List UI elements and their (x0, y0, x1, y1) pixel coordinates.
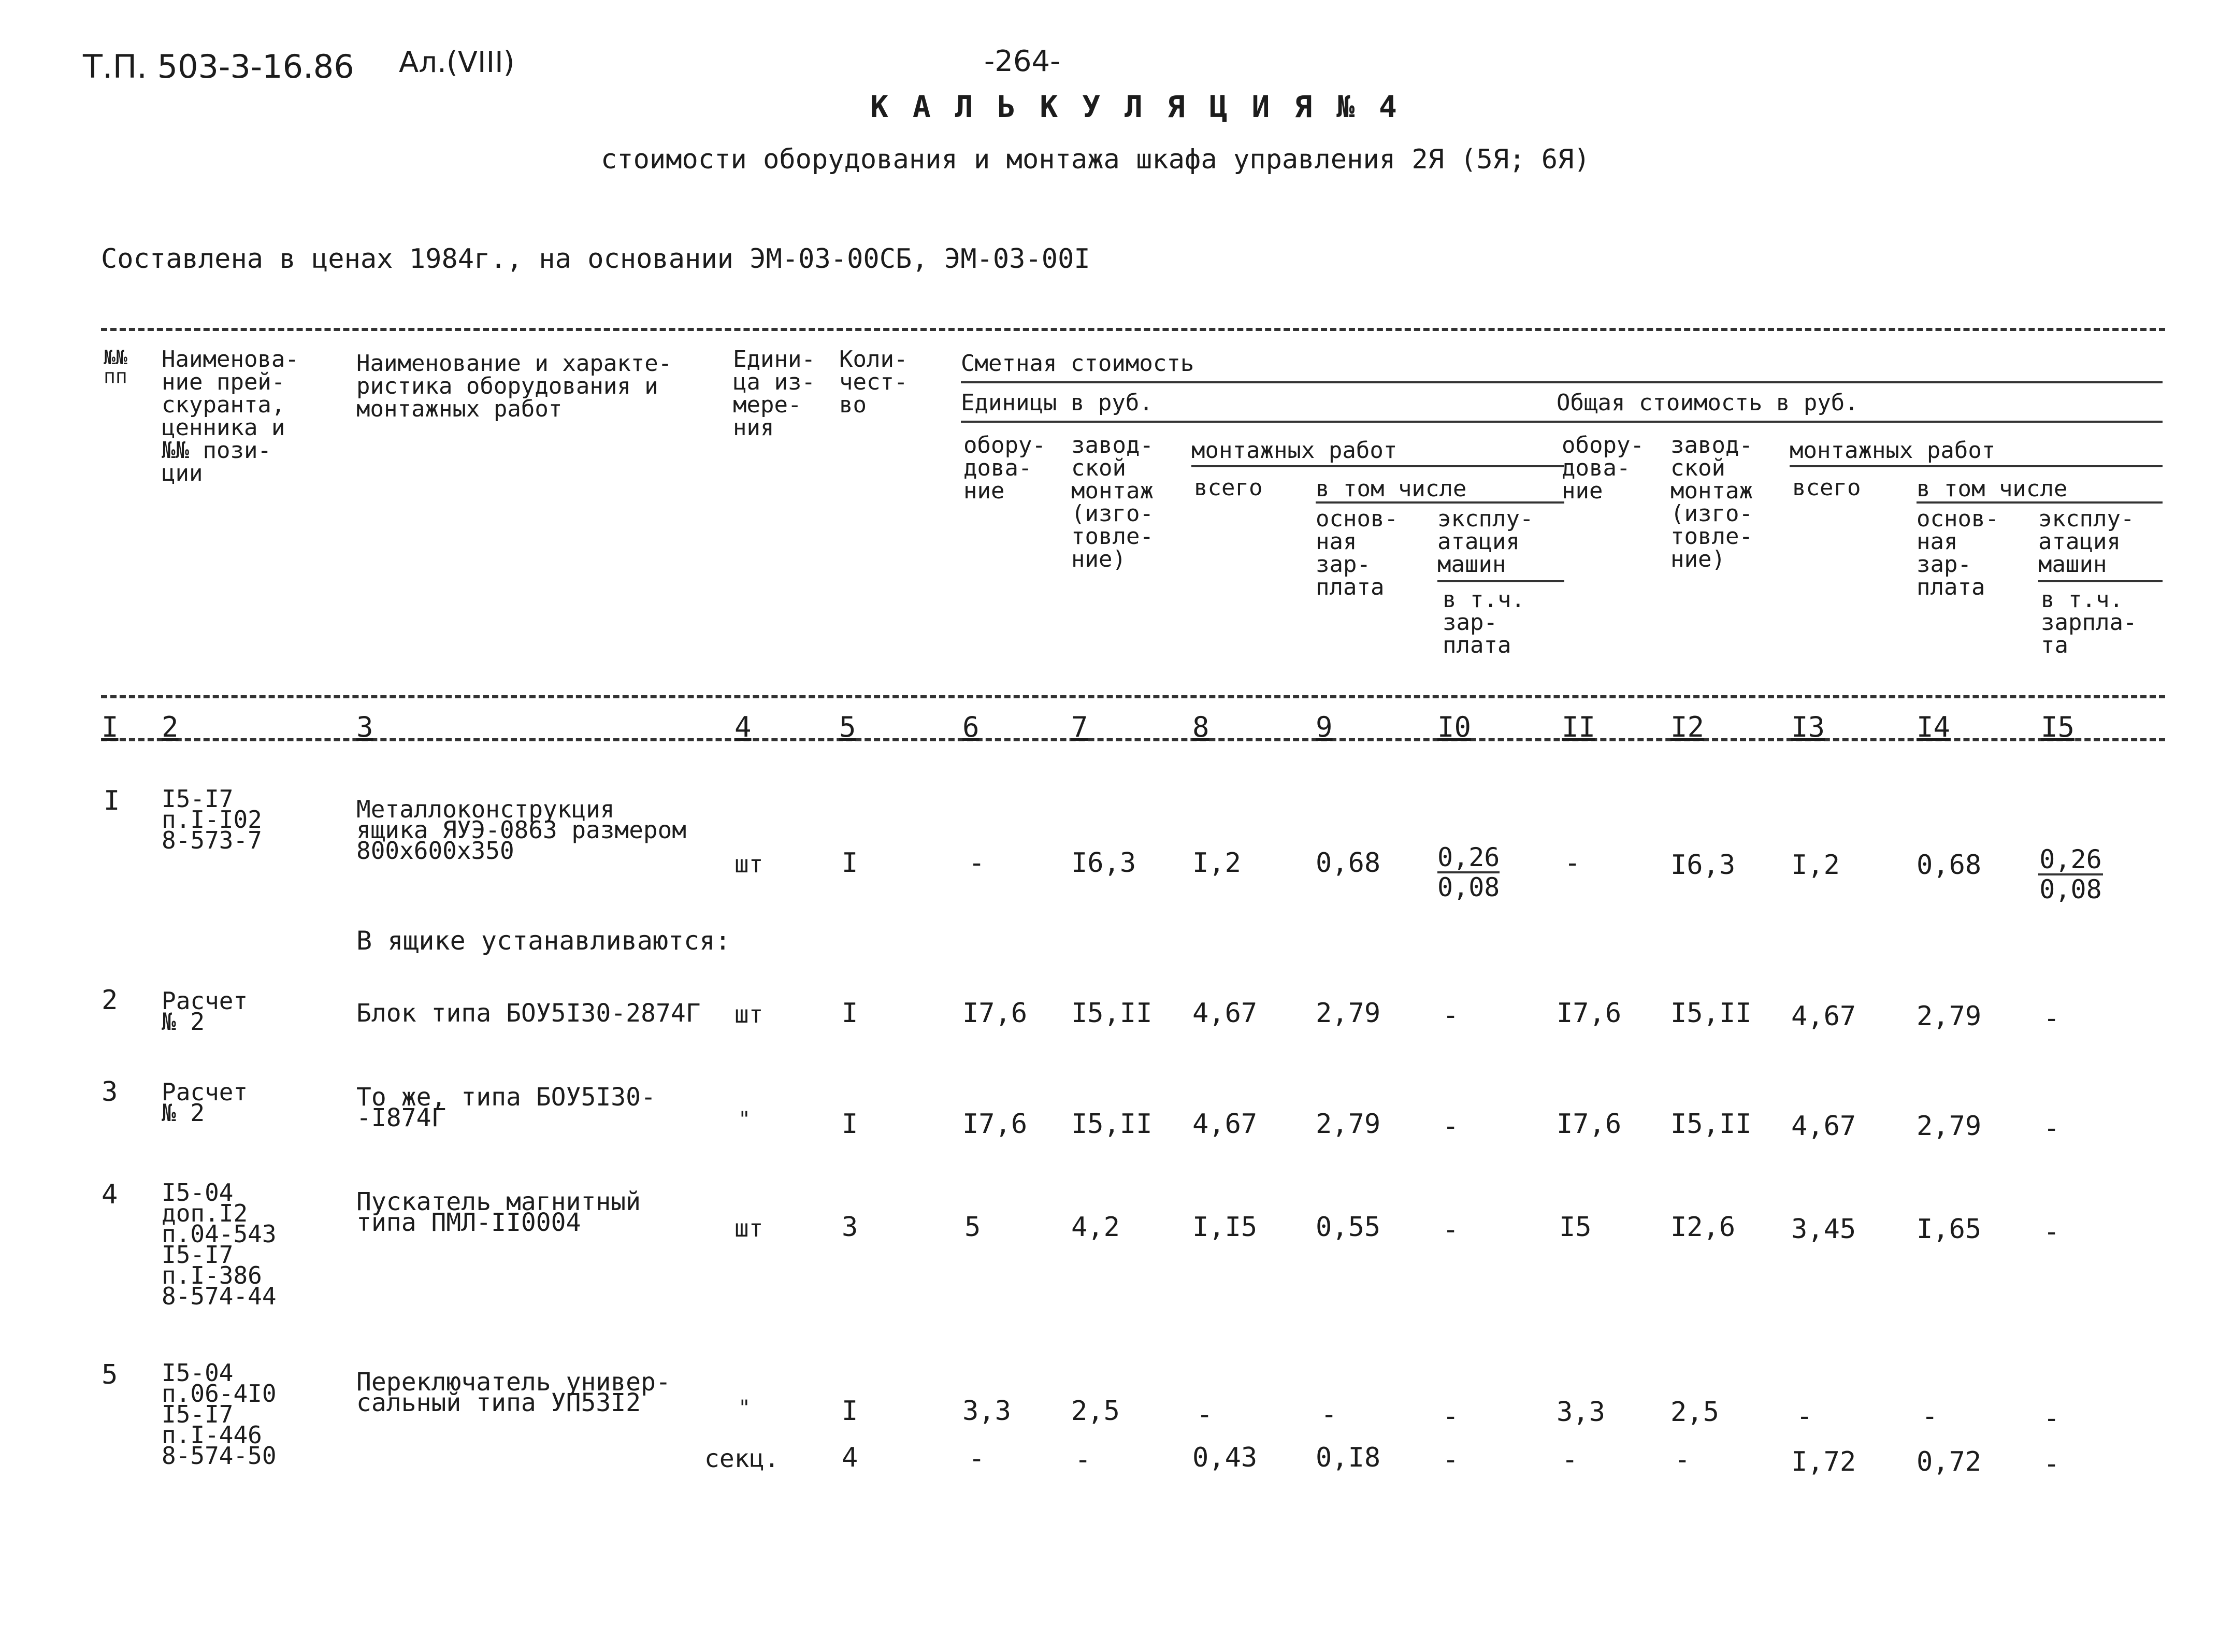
row-unit-equipment: 3,3 (962, 1396, 1011, 1427)
col-number-3: 3 (356, 711, 373, 743)
header-col-unit: Едини- ца из- мере- ния (733, 346, 815, 441)
header-top-rule (101, 328, 2165, 331)
row-unit-factory: 4,2 (1071, 1212, 1120, 1243)
row-unit-salary: 2,79 (1316, 1109, 1381, 1140)
total-mounting-rule (1790, 465, 2163, 467)
row-unit: " (738, 1396, 751, 1420)
row-total-salary: - (1922, 1401, 1938, 1432)
header-col-number: №№ пп (104, 346, 127, 387)
row-total-machines: - (2043, 1113, 2060, 1144)
row-unit-salary: 0,55 (1316, 1212, 1381, 1243)
header-unit-equipment: обору- дова- ние (963, 432, 1046, 504)
section-note: В ящике устанавливаются: (356, 926, 731, 956)
row-total-equipment: - (1562, 1444, 1578, 1475)
row-unit-machines: - (1443, 1444, 1459, 1475)
row-unit: шт (734, 850, 763, 878)
row-total-machines-salary: 0,08 (2039, 874, 2102, 904)
row-unit-factory: I5,II (1071, 1109, 1152, 1140)
estimate-rule (961, 381, 2163, 383)
row-total-factory: I6,3 (1670, 850, 1736, 881)
header-total-machines-salary: в т.ч. зарпла- та (2041, 586, 2137, 658)
col-number-5: 5 (839, 711, 856, 743)
col-number-15: I5 (2041, 711, 2075, 743)
row-total-equipment: I7,6 (1557, 998, 1622, 1029)
row-unit-factory: 2,5 (1071, 1396, 1120, 1427)
total-incl-rule (1917, 501, 2163, 504)
row-number: I (104, 785, 120, 816)
row-total-machines: - (2043, 1403, 2060, 1434)
row-unit-machines (1437, 843, 1500, 901)
row-unit-machines-value: 0,26 (1437, 842, 1500, 872)
row-item-name: То же, типа БОУ5I30- -I874Г (356, 1083, 656, 1132)
header-total-cost: Общая стоимость в руб. (1557, 390, 1859, 416)
header-total-salary: основ- ная зар- плата (1917, 506, 1999, 600)
row-unit-salary: 0,68 (1316, 847, 1381, 879)
row-total-machines: - (2043, 1448, 2060, 1479)
row-quantity: I (842, 1396, 858, 1427)
row-number: 5 (102, 1359, 118, 1390)
row-total-factory: I5,II (1670, 1109, 1752, 1140)
row-pricelist-ref: Расчет № 2 (162, 1078, 248, 1127)
row-unit: шт (734, 1000, 763, 1028)
row-total-mounting-all: I,72 (1791, 1446, 1856, 1477)
header-total-mounting: монтажных работ (1790, 437, 1996, 464)
total-machines-rule (2038, 580, 2163, 582)
col-number-7: 7 (1071, 711, 1088, 743)
row-quantity: I (842, 847, 858, 879)
col-number-4: 4 (734, 711, 752, 743)
unit-machines-rule (1437, 580, 1564, 582)
row-unit-machines: - (1443, 1000, 1459, 1031)
row-pricelist-ref: Расчет № 2 (162, 987, 248, 1036)
row-unit-salary: 2,79 (1316, 998, 1381, 1029)
row-total-machines (2038, 845, 2103, 903)
header-unit-all: всего (1194, 475, 1263, 501)
header-unit-incl: в том числе (1316, 476, 1467, 502)
row-quantity: 4 (842, 1442, 858, 1473)
row-number: 3 (102, 1076, 118, 1108)
row-unit: секц. (704, 1444, 780, 1473)
row-pricelist-ref: I5-04 доп.I2 п.04-543 I5-I7 п.I-386 8-574-44 (162, 1179, 277, 1310)
row-total-factory: I2,6 (1670, 1212, 1736, 1243)
row-total-salary: 0,72 (1917, 1446, 1982, 1477)
doc-code: Т.П. 503-3-16.86 (83, 48, 354, 85)
header-total-factory: завод- ской монтаж (изго- товле- ние) (1670, 432, 1753, 572)
header-col-quantity: Коли- чест- во (839, 346, 908, 418)
row-unit-machines: - (1443, 1401, 1459, 1432)
colnum-bottom-rule (101, 738, 2165, 741)
row-total-machines-value: 0,26 (2038, 845, 2103, 875)
page-title: К А Л Ь К У Л Я Ц И Я № 4 (870, 89, 1400, 124)
row-unit-mounting-all: - (1197, 1399, 1213, 1430)
col-number-13: I3 (1791, 711, 1825, 743)
album-number: Ал.(VIII) (399, 46, 515, 79)
row-unit-equipment: 5 (964, 1212, 981, 1243)
row-unit-factory: I5,II (1071, 998, 1152, 1029)
header-bottom-rule (101, 695, 2165, 698)
row-unit-factory: - (1075, 1444, 1091, 1475)
col-number-2: 2 (162, 711, 179, 743)
header-unit-salary: основ- ная зар- плата (1316, 506, 1398, 600)
row-unit-mounting-all: 4,67 (1192, 1109, 1258, 1140)
col-number-8: 8 (1192, 711, 1209, 743)
row-quantity: I (842, 1109, 858, 1140)
row-unit-machines-salary: 0,08 (1437, 872, 1500, 902)
header-col-pricelist: Наименова- ние прей- скуранта, ценника и №№ пози- ции (162, 346, 299, 486)
row-total-factory: - (1674, 1444, 1691, 1475)
col-number-14: I4 (1917, 711, 1951, 743)
row-item-name: Блок типа БОУ5I30-2874Г (356, 999, 701, 1028)
col-number-10: I0 (1437, 711, 1472, 743)
row-number: 4 (102, 1179, 118, 1210)
row-quantity: I (842, 998, 858, 1029)
row-pricelist-ref: I5-04 п.06-4I0 I5-I7 п.I-446 8-574-50 (162, 1359, 277, 1470)
row-unit-machines: - (1443, 1214, 1459, 1245)
row-total-mounting-all: 4,67 (1791, 1111, 1856, 1142)
row-unit-machines: - (1443, 1111, 1459, 1142)
cost-group-rule (961, 421, 2163, 423)
row-total-mounting-all: 3,45 (1791, 1214, 1856, 1245)
header-unit-factory: завод- ской монтаж (изго- товле- ние) (1071, 432, 1154, 572)
header-unit-machines-salary: в т.ч. зар- плата (1443, 586, 1525, 658)
row-unit-equipment: I7,6 (962, 1109, 1028, 1140)
row-unit-equipment: I7,6 (962, 998, 1028, 1029)
row-unit: " (738, 1108, 751, 1131)
col-number-1: I (102, 711, 119, 743)
row-total-salary: I,65 (1917, 1214, 1982, 1245)
header-total-incl: в том числе (1917, 476, 2068, 502)
row-unit-mounting-all: I,I5 (1192, 1212, 1258, 1243)
row-unit-equipment: - (969, 847, 985, 879)
row-total-mounting-all: - (1796, 1401, 1813, 1432)
row-total-machines: - (2043, 1003, 2060, 1034)
row-unit: шт (734, 1214, 763, 1242)
header-unit-mounting: монтажных работ (1191, 437, 1398, 464)
row-total-equipment: - (1564, 847, 1581, 879)
row-unit-mounting-all: I,2 (1192, 847, 1241, 879)
header-col-name: Наименование и характе- ристика оборудования и монтажных работ (356, 350, 672, 422)
row-total-equipment: I5 (1559, 1212, 1592, 1243)
row-pricelist-ref: I5-I7 п.I-I02 8-573-7 (162, 785, 262, 854)
header-total-all: всего (1792, 475, 1861, 501)
row-unit-factory: I6,3 (1071, 847, 1136, 879)
row-unit-salary: 0,I8 (1316, 1442, 1381, 1473)
row-item-name: Металлоконструкция ящика ЯУЭ-0863 размером 800х600х350 (356, 795, 686, 865)
header-estimate: Сметная стоимость (961, 350, 1194, 377)
col-number-6: 6 (962, 711, 979, 743)
header-total-equipment: обору- дова- ние (1562, 432, 1644, 504)
row-unit-salary: - (1321, 1399, 1337, 1430)
row-total-equipment: 3,3 (1557, 1397, 1605, 1428)
col-number-12: I2 (1670, 711, 1705, 743)
row-unit-equipment: - (969, 1443, 985, 1474)
page-number: -264- (984, 45, 1061, 78)
row-total-mounting-all: I,2 (1791, 850, 1840, 881)
row-total-mounting-all: 4,67 (1791, 1001, 1856, 1032)
row-total-salary: 2,79 (1917, 1111, 1982, 1142)
row-total-salary: 2,79 (1917, 1001, 1982, 1032)
page-subtitle: стоимости оборудования и монтажа шкафа управления 2Я (5Я; 6Я) (601, 144, 1590, 175)
basis-note: Составлена в ценах 1984г., на основании ЭМ-03-00СБ, ЭМ-03-00I (101, 243, 1090, 275)
row-item-name: Пускатель магнитный типа ПМЛ-II0004 (356, 1187, 641, 1237)
row-item-name: Переключатель универ- сальный типа УП53I2 (356, 1368, 671, 1417)
col-number-9: 9 (1316, 711, 1333, 743)
header-total-machines: эксплу- атация машин (2038, 506, 2135, 578)
unit-mounting-rule (1191, 465, 1564, 467)
row-total-machines: - (2043, 1216, 2060, 1247)
row-unit-mounting-all: 4,67 (1192, 998, 1258, 1029)
row-total-equipment: I7,6 (1557, 1109, 1622, 1140)
row-total-factory: I5,II (1670, 998, 1752, 1029)
row-quantity: 3 (842, 1212, 858, 1243)
row-unit-mounting-all: 0,43 (1192, 1442, 1258, 1473)
col-number-11: II (1562, 711, 1596, 743)
unit-incl-rule (1316, 501, 1564, 504)
row-number: 2 (102, 985, 118, 1016)
header-unit-cost: Единицы в руб. (961, 390, 1153, 416)
header-unit-machines: эксплу- атация машин (1437, 506, 1534, 578)
row-total-factory: 2,5 (1670, 1397, 1719, 1428)
row-total-salary: 0,68 (1917, 850, 1982, 881)
